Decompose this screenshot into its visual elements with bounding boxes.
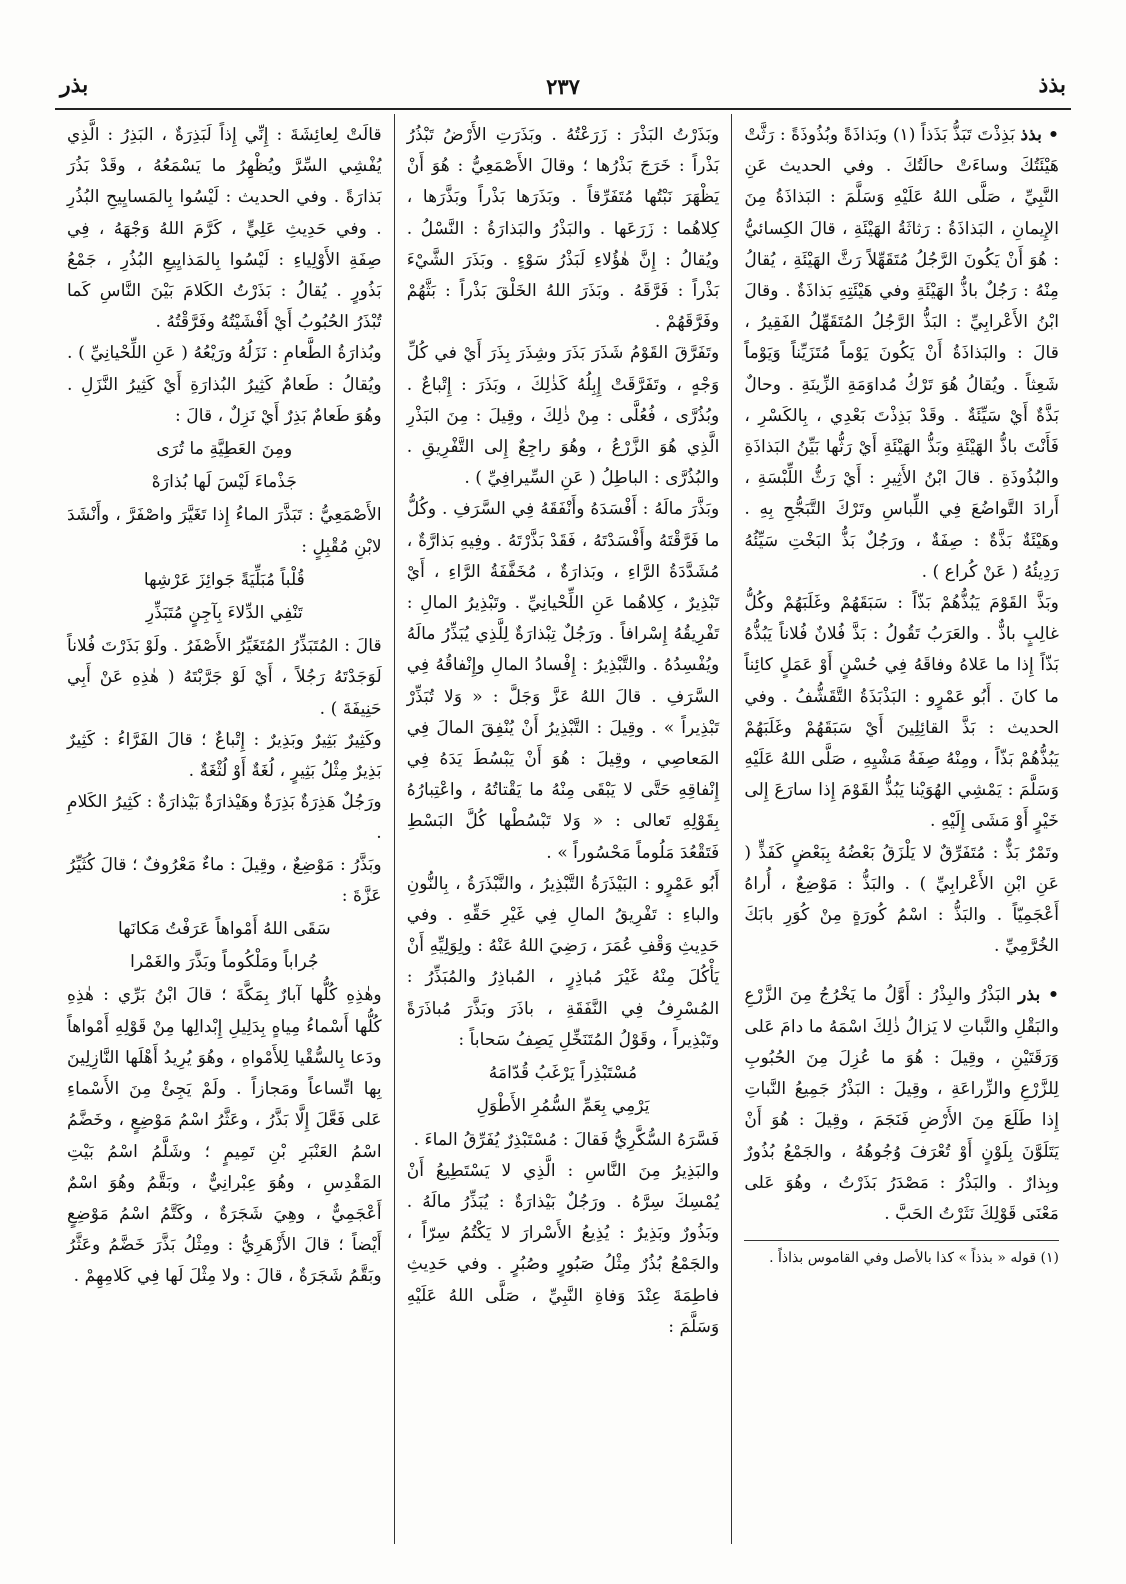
entry-paragraph: وبَذَّ القَوْمَ يَبُذُّهُمْ بَذّاً : سَبَقَهُمْ وغَلَبَهُمْ وكُلُّ غالِبٍ باذٌّ . والعَرَبُ تَقُولُ : بَذَّ فُلانٌ فُلاناً يَبُذُّهُ بَذّاً إِذا ما عَلاهُ وفاقَهُ فِي حُسْنٍ أَوْ عَمَلٍ كائِناً ما كانَ . أَبُو عَمْرٍو : البَذْبَذَةُ التَّقَشُّفُ . وفي الحديث : بَذَّ القائِلِينَ أَيْ سَبَقَهُمْ وغَلَبَهُمْ يَبُذُّهُمْ بَذّاً ، ومِنْهُ صِفَةُ مَشْيِهِ ، صَلَّى اللهُ عَلَيْهِ وَسَلَّمَ : يَمْشِي الهُوَيْنا يَبُذُّ القَوْمَ إِذا سارَعَ إِلى خَيْرٍ أَوْ مَشَى إِلَيْهِ .	[744, 593, 1059, 832]
verse-line: جُراباً ومَلْكُوماً وبَذَّرَ والغَمْرا	[130, 952, 319, 973]
entry-paragraph: أَبُو عَمْرٍو : البَيْذَرَةُ التَّبْذِيرُ ، والنَّبْذَرَةُ ، بِالنُّونِ والباءِ : تَفْرِيقُ المالِ فِي غَيْرِ حَقِّهِ . وفي حَدِيثِ وَقْفِ عُمَرَ ، رَضِيَ اللهُ عَنْهُ : ولِوَلِيِّهِ أَنْ يَأْكُلَ مِنْهُ غَيْرَ مُباذِرٍ ، المُباذِرُ والمُبَذِّرُ : المُسْرِفُ فِي النَّفَقَةِ ، باذَرَ وبَذَّرَ مُباذَرَةً وتَبْذِيراً ، وقَوْلُ المُتَنَخِّلِ يَصِفُ سَحاباً :	[406, 873, 720, 1050]
entry-paragraph: الأَصْمَعِيُّ : تَبَذَّرَ الماءُ إِذا تَغَيَّرَ واصْفَرَّ ، وأَنْشَدَ لابْنِ مُقْبِلٍ :	[67, 505, 382, 557]
verse-line: مُسْتَبْذِراً يَرْغَبُ قُدّامَهُ	[488, 1063, 638, 1084]
entry-paragraph: وتَمْرٌ بَذٌّ : مُتَفَرِّقٌ لا يَلْزَقُ بَعْضُهُ بِبَعْضٍ كَفَذٍّ ( عَنِ ابْنِ الأَعْرابِيِّ ) . والبَذُّ : مَوْضِعٌ ، أُراهُ أَعْجَمِيّاً . والبَذُّ : اسْمُ كُورَةٍ مِنْ كُوَرِ بابَكَ الخُرَّمِيِّ .	[744, 842, 1059, 957]
page-number: ٢٣٧	[546, 74, 580, 99]
footnote: (١) قوله « بذذاً » كذا بالأصل وفي القاموس بذاذاً .	[769, 1250, 1059, 1267]
entry-paragraph: وتَفَرَّقَ القَوْمُ شَذَرَ بَذَرَ وشِذَرَ بِذَرَ أَيْ في كُلِّ وَجْهٍ ، وتَفَرَّقَتْ إِبِلُهُ كَذٰلِكَ ، وبَذَرَ : إِتْباعٌ . وبُذُرَّى ، فُعُلَّى : مِنْ ذٰلِكَ ، وقِيلَ : مِنَ البَذْرِ الَّذِي هُوَ الزَّرْعُ ، وهُوَ راجِعٌ إِلى التَّفْرِيقِ . والبُذُرَّى : الباطِلُ ( عَنِ السِّيرافِيِّ ) .	[406, 343, 720, 489]
header-rule	[55, 108, 1071, 110]
entry-headword: • بذر	[1018, 985, 1059, 1006]
header-guide-word-left: بذر	[60, 72, 89, 98]
entry-paragraph: فَسَّرَهُ السُّكَّرِيُّ فَقالَ : مُسْتَبْذِرٌ يُفَرِّقُ الماءَ .	[413, 1129, 720, 1150]
entry-paragraph	[744, 120, 1059, 588]
footnote-rule	[744, 1240, 1059, 1241]
verse-line: تَنْفِي الدِّلاءَ بِآجِنٍ مُتَبَذِّرِ	[145, 603, 303, 624]
entry-paragraph: ورَجُلٌ هَذِرَةٌ بَذِرَةٌ وهَيْذارَةٌ بَيْذارَةٌ : كَثِيرُ الكَلامِ .	[67, 792, 382, 844]
entry-paragraph	[744, 980, 1059, 1230]
verse-line: جَذْماءَ لَيْسَ لَها بُذارَهْ	[151, 472, 297, 493]
verse-line: سَقَى اللهُ أَمْواهاً عَرَفْتُ مَكانَها	[117, 919, 331, 940]
verse-line: ومِنَ العَطِيَّةِ ما تُرَى	[156, 439, 293, 460]
entry-paragraph: وبَذَّرَ مالَهُ : أَفْسَدَهُ وأَنْفَقَهُ فِي السَّرَفِ . وكُلُّ ما فَرَّقْتَهُ وأَفْسَدْتَهُ ، فَقَدْ بَذَّرْتَهُ . وفِيهِ بَذارَّةٌ ، مُشَدَّدَةُ الرَّاءِ ، وبَذارَةٌ ، مُخَفَّفَةُ الرَّاءِ ، أَيْ تَبْذِيرٌ ، كِلاهُما عَنِ اللِّحْيانِيِّ . وتَبْذِيرُ المالِ : تَفْرِيقُهُ إِسْرافاً . ورَجُلٌ تِبْذارَةٌ لِلَّذِي يُبَذِّرُ مالَهُ ويُفْسِدُهُ . والتَّبْذِيرُ : إِفْسادُ المالِ وإِنْفاقُهُ فِي السَّرَفِ . قالَ اللهُ عَزَّ وَجَلَّ : « وَلا تُبَذِّرْ تَبْذِيراً » . وقِيلَ : التَّبْذِيرُ أَنْ يُنْفِقَ المالَ فِي المَعاصِي ، وقِيلَ : هُوَ أَنْ يَبْسُطَ يَدَهُ فِي إِنْفاقِهِ حَتَّى لا يَبْقَى مِنْهُ ما يَقْتاتُهُ ، واعْتِبارُهُ بِقَوْلِهِ تَعالى : « وَلا تَبْسُطْها كُلَّ البَسْطِ فَتَقْعُدَ مَلُوماً مَحْسُوراً » .	[406, 499, 720, 863]
column-middle	[394, 114, 733, 1544]
verse-line: يَرْمِي بِعَمِّ السُّمُرِ الأَطْوَلِ	[476, 1096, 650, 1117]
entry-paragraph: وبُذارَةُ الطَّعامِ : نَزَلُهُ ورَيْعُهُ ( عَنِ اللِّحْيانِيِّ ) . ويُقالُ : طَعامٌ كَثِيرُ البُذارَةِ أَيْ كَثِيرُ النَّزَلِ . وهُوَ طَعامٌ بَذِرٌ أَيْ نَزِلٌ ، قالَ :	[67, 343, 382, 426]
entry-paragraph: وبَذَرْتُ البَذْرَ : زَرَعْتُهُ . وبَذَرَتِ الأَرْضُ تَبْذُرُ بَذْراً : خَرَجَ بَذْرُها ؛ وقالَ الأَصْمَعِيُّ : هُوَ أَنْ يَظْهَرَ نَبْتُها مُتَفَرِّقاً . وبَذَرَها بَذْراً وبَذَّرَها ، كِلاهُما : زَرَعَها . والبَذْرُ والبَذارَةُ : النَّسْلُ . ويُقالُ : إِنَّ هٰؤُلاءِ لَبَذْرُ سَوْءٍ . وبَذَرَ الشَّيْءَ بَذْراً : فَرَّقَهُ . وبَذَرَ اللهُ الخَلْقَ بَذْراً : بَثَّهُمْ وفَرَّقَهُمْ .	[406, 125, 720, 333]
entry-paragraph: وبَذَّرُ : مَوْضِعٌ ، وقِيلَ : ماءٌ مَعْرُوفٌ ؛ قالَ كُثَيِّرُ عَزَّةَ :	[67, 854, 382, 906]
page-header	[60, 72, 1066, 106]
entry-text: البَذْرُ والبِذْرُ : أَوَّلُ ما يَخْرُجُ مِنَ الزَّرْعِ والبَقْلِ والنَّباتِ لا يَزالُ ذٰلِكَ اسْمَهُ ما دامَ عَلى وَرَقَتَيْنِ ، وقِيلَ : هُوَ ما عُزِلَ مِنَ الحُبُوبِ لِلزَّرْعِ والزِّراعَةِ ، وقِيلَ : البَذْرُ جَمِيعُ النَّباتِ إِذا طَلَعَ مِنَ الأَرْضِ فَنَجَمَ ، وقِيلَ : هُوَ أَنْ يَتَلَوَّنَ بِلَوْنٍ أَوْ تُعْرَفَ وُجُوهُهُ ، والجَمْعُ بُذُورٌ وبِذارٌ . والبَذْرُ : مَصْدَرُ بَذَرْتُ ، وهُوَ عَلى مَعْنَى قَوْلِكَ نَثَرْتُ الحَبَّ .	[744, 985, 1059, 1224]
entry-paragraph: قالَتْ لِعائِشَةَ : إِنِّي إِذاً لَبَذِرَةٌ ، البَذِرُ : الَّذِي يُفْشِي السِّرَّ ويُظْهِرُ ما يَسْمَعُهُ ، وقَدْ بَذُرَ بَذارَةً . وفي الحديث : لَيْسُوا بِالمَسايِيحِ البُذُرِ . وفي حَدِيثِ عَلِيٍّ ، كَرَّمَ اللهُ وَجْهَهُ ، فِي صِفَةِ الأَوْلِياءِ : لَيْسُوا بِالمَذايِيعِ البُذُرِ ، جَمْعُ بَذُورٍ . يُقالُ : بَذَرْتُ الكَلامَ بَيْنَ النَّاسِ كَما تُبْذَرُ الحُبُوبُ أَيْ أَفْشَيْتُهُ وفَرَّقْتُهُ .	[67, 125, 382, 333]
column-right	[732, 114, 1071, 1544]
verse-line: قُلْباً مُبَلِّيَةً جَوائِزَ عَرْشِها	[143, 569, 305, 590]
entry-text: بَذِذْتَ تَبَذُّ بَذَذاً (١) وبَذاذَةً وبُذُوذَةً : رَثَّتْ هَيْئَتُكَ وساءَتْ حالَتُكَ . وفي الحديث عَنِ النَّبِيِّ ، صَلَّى اللهُ عَلَيْهِ وَسَلَّمَ : البَذاذَةُ مِنَ الإِيمانِ ، البَذاذَةُ : رَثاثَةُ الهَيْئَةِ ، قالَ الكِسائيُّ : هُوَ أَنْ يَكُونَ الرَّجُلُ مُتَقَهِّلاً رَثَّ الهَيْئَةِ ، يُقالُ مِنْهُ : رَجُلٌ باذُّ الهَيْئَةِ وفي هَيْئَتِهِ بَذاذَةٌ . وقالَ ابْنُ الأَعْرابِيِّ : البَذُّ الرَّجُلُ المُتَقَهِّلُ الفَقِيرُ ، قالَ : والبَذاذَةُ أَنْ يَكُونَ يَوْماً مُتَزَيِّناً وَيَوْماً شَعِثاً . ويُقالُ هُوَ تَرْكُ مُداوَمَةِ الزِّينَةِ . وحالٌ بَذَّةٌ أَيْ سَيِّئَةٌ . وقَدْ بَذِذْتَ بَعْدِي ، بِالكَسْرِ ، فَأَنْتَ باذُّ الهَيْئَةِ وبَذُّ الهَيْئَةِ أَيْ رَثُّها بَيِّنُ البَذاذَةِ والبُذُوذَةِ . قالَ ابْنُ الأَثِيرِ : أَيْ رَثُّ اللِّبْسَةِ ، أَرادَ التَّواضُعَ فِي اللِّباسِ وتَرْكَ التَّبَجُّحِ بِهِ . وهَيْئَةٌ بَذَّةٌ : صِفَةٌ ، ورَجُلٌ بَذُّ البَخْتِ سَيِّئُهُ رَدِيئُهُ ( عَنْ كُراع ) .	[744, 125, 1059, 582]
entry-paragraph: وهٰذِهِ كُلُّها آبارٌ بِمَكَّةَ ؛ قالَ ابْنُ بَرِّي : هٰذِهِ كُلُّها أَسْماءُ مِياهٍ بِدَلِيلِ إِبْدالِها مِنْ قَوْلِهِ أَمْواهاً ودَعا بِالسُّقْيا لِلأَمْواهِ ، وهُوَ يُرِيدُ أَهْلَها النَّازِلِينَ بِها اتِّساعاً ومَجازاً . ولَمْ يَجِئْ مِنَ الأَسْماءِ عَلى فَعَّلَ إِلَّا بَذَّرُ ، وعَثَّرُ اسْمُ مَوْضِعٍ ، وخَضَّمُ اسْمُ العَنْبَرِ بْنِ تَمِيمٍ ؛ وشَلَّمُ اسْمُ بَيْتِ المَقْدِسِ ، وهُوَ عِبْرانِيٌّ ، وبَقَّمُ وهُوَ اسْمٌ أَعْجَمِيٌّ ، وهِيَ شَجَرَةٌ ، وكَتَّمُ اسْمُ مَوْضِعٍ أَيْضاً ؛ قالَ الأَزْهَرِيُّ : ومِثْلُ بَذَّرَ خَضَّمُ وعَثَّرُ وبَقَّمُ شَجَرَةٌ ، قالَ : ولا مِثْلَ لَها فِي كَلامِهِمْ .	[67, 985, 382, 1287]
entry-headword: • بذذ	[1020, 125, 1059, 145]
entry-paragraph: والبَذِيرُ مِنَ النَّاسِ : الَّذِي لا يَسْتَطِيعُ أَنْ يُمْسِكَ سِرَّهُ . ورَجُلٌ بَيْذارَةٌ : يُبَذِّرُ مالَهُ . وبَذُورٌ وبَذِيرٌ : يُذِيعُ الأَسْرارَ لا يَكْتُمُ سِرّاً ، والجَمْعُ بُذُرٌ مِثْلُ صَبُورٍ وصُبُرٍ . وفي حَدِيثِ فاطِمَةَ عِنْدَ وَفاةِ النَّبِيِّ ، صَلَّى اللهُ عَلَيْهِ وَسَلَّمَ :	[406, 1160, 720, 1337]
entry-paragraph: وكَثِيرٌ بَثِيرٌ وبَذِيرٌ : إِتْباعٌ ؛ قالَ الفَرَّاءُ : كَثِيرٌ بَذِيرٌ مِثْلُ بَثِيرٍ ، لُغَةٌ أَوْ لُثْغَةٌ .	[67, 729, 382, 782]
header-guide-word-right: بذذ	[1038, 72, 1066, 98]
columns	[55, 114, 1071, 1544]
column-left	[55, 114, 394, 1544]
entry-gap	[744, 962, 1059, 980]
entry-paragraph: قالَ : المُتَبَذِّرُ المُتَغَيِّرُ الأَصْفَرُ . ولَوْ بَذَرْتَ فُلاناً لَوَجَدْتَهُ رَجُلاً ، أَيْ لَوْ جَرَّبْتَهُ ( هٰذِهِ عَنْ أَبِي حَنِيفَةَ ) .	[67, 636, 382, 719]
